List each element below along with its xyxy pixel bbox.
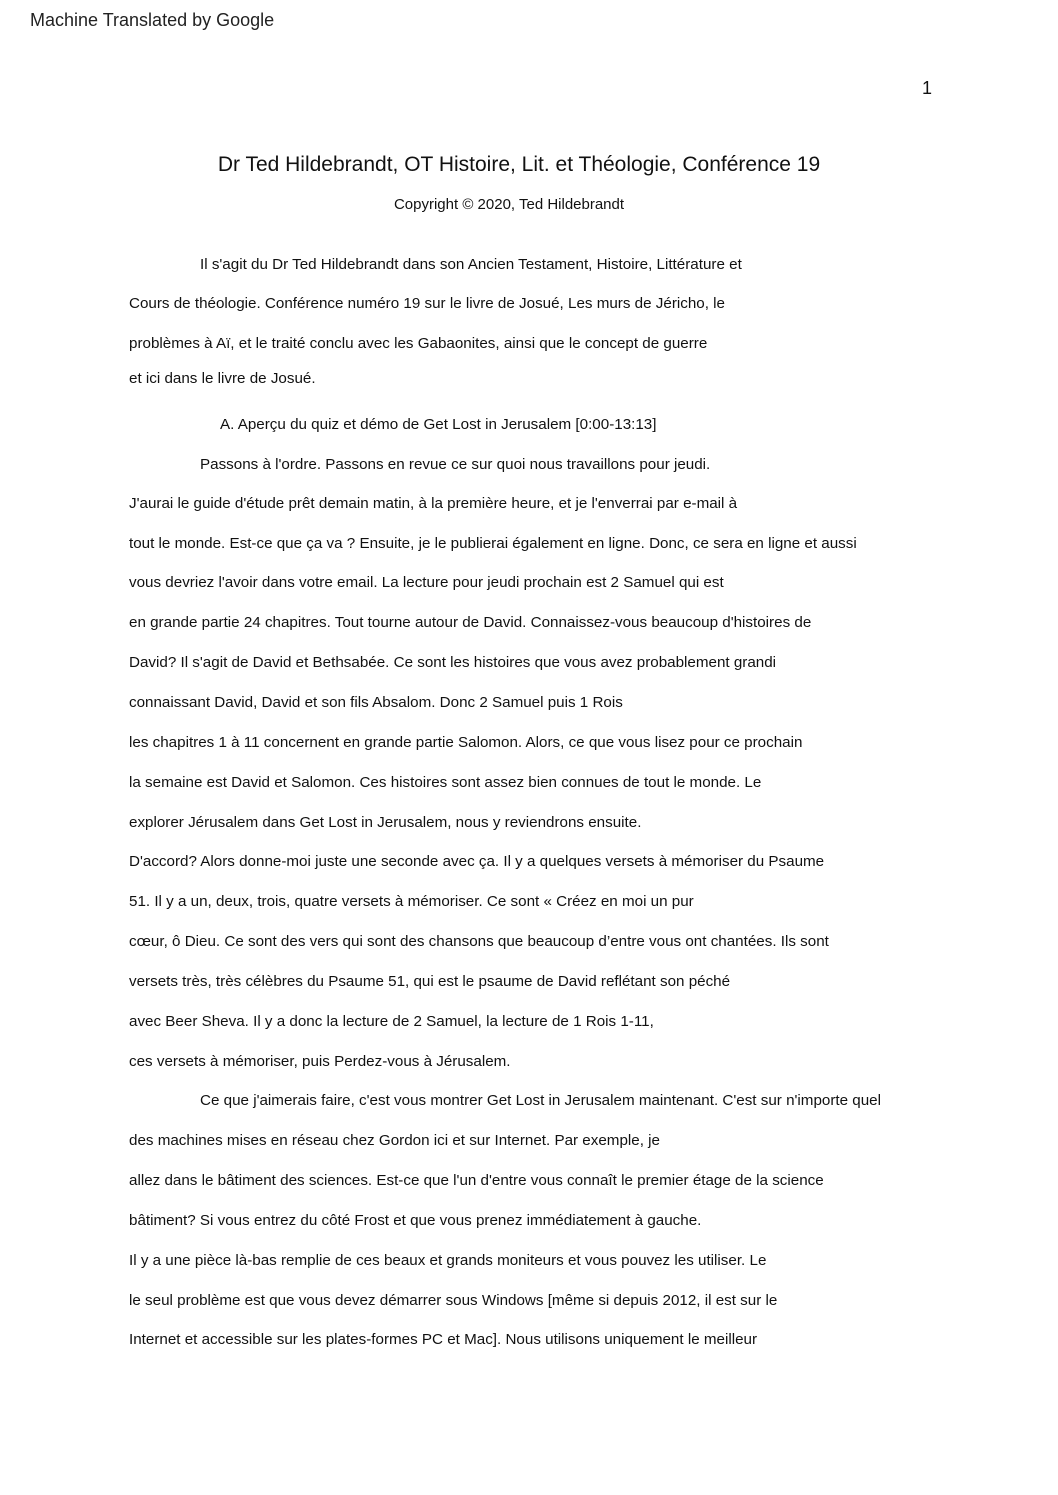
body-line: les chapitres 1 à 11 concernent en grande partie Salomon. Alors, ce que vous lisez pour ce prochain — [129, 734, 803, 751]
body-line: en grande partie 24 chapitres. Tout tourne autour de David. Connaissez-vous beaucoup d'histoires de — [129, 614, 812, 631]
body-line: Internet et accessible sur les plates-formes PC et Mac]. Nous utilisons uniquement le meilleur — [129, 1331, 758, 1348]
body-line: et ici dans le livre de Josué. — [129, 370, 316, 387]
body-line: D'accord? Alors donne-moi juste une seconde avec ça. Il y a quelques versets à mémoriser du Psaume — [129, 853, 825, 870]
body-line: la semaine est David et Salomon. Ces histoires sont assez bien connues de tout le monde. Le — [129, 774, 762, 791]
body-line: Passons à l'ordre. Passons en revue ce sur quoi nous travaillons pour jeudi. — [200, 456, 711, 473]
body-line: versets très, très célèbres du Psaume 51, qui est le psaume de David reflétant son péché — [129, 973, 731, 990]
body-line: bâtiment? Si vous entrez du côté Frost et que vous prenez immédiatement à gauche. — [129, 1212, 702, 1229]
body-line: connaissant David, David et son fils Absalom. Donc 2 Samuel puis 1 Rois — [129, 694, 623, 711]
body-line: Cours de théologie. Conférence numéro 19 sur le livre de Josué, Les murs de Jéricho, le — [129, 295, 726, 312]
body-line: ces versets à mémoriser, puis Perdez-vous à Jérusalem. — [129, 1053, 511, 1070]
copyright-line: Copyright © 2020, Ted Hildebrandt — [393, 196, 625, 213]
body-line: J'aurai le guide d'étude prêt demain matin, à la première heure, et je l'enverrai par e-mail à — [129, 495, 738, 512]
body-line: problèmes à Aï, et le traité conclu avec les Gabaonites, ainsi que le concept de guerre — [129, 335, 708, 352]
body-line: 51. Il y a un, deux, trois, quatre versets à mémoriser. Ce sont « Créez en moi un pur — [129, 893, 694, 910]
body-line: tout le monde. Est-ce que ça va ? Ensuite, je le publierai également en ligne. Donc, ce sera en ligne et aussi — [129, 535, 857, 552]
body-line: le seul problème est que vous devez démarrer sous Windows [même si depuis 2012, il est sur le — [129, 1292, 778, 1309]
body-line: explorer Jérusalem dans Get Lost in Jerusalem, nous y reviendrons ensuite. — [129, 814, 642, 831]
body-line: Ce que j'aimerais faire, c'est vous montrer Get Lost in Jerusalem maintenant. C'est sur n'importe quel — [200, 1092, 881, 1109]
document-title: Dr Ted Hildebrandt, OT Histoire, Lit. et Théologie, Conférence 19 — [217, 153, 821, 176]
body-line: des machines mises en réseau chez Gordon ici et sur Internet. Par exemple, je — [129, 1132, 660, 1149]
body-line: avec Beer Sheva. Il y a donc la lecture de 2 Samuel, la lecture de 1 Rois 1-11, — [129, 1013, 654, 1030]
body-line: Il s'agit du Dr Ted Hildebrandt dans son Ancien Testament, Histoire, Littérature et — [200, 256, 742, 273]
machine-translated-watermark: Machine Translated by Google — [30, 10, 275, 30]
body-line: vous devriez l'avoir dans votre email. La lecture pour jeudi prochain est 2 Samuel qui est — [129, 574, 724, 591]
section-heading: A. Aperçu du quiz et démo de Get Lost in Jerusalem [0:00-13:13] — [220, 416, 657, 433]
body-line: Il y a une pièce là-bas remplie de ces beaux et grands moniteurs et vous pouvez les utiliser. Le — [129, 1252, 767, 1269]
body-line: allez dans le bâtiment des sciences. Est-ce que l'un d'entre vous connaît le premier étage de la science — [129, 1172, 824, 1189]
body-line: cœur, ô Dieu. Ce sont des vers qui sont des chansons que beaucoup d’entre vous ont chantées. Ils sont — [129, 933, 829, 950]
body-line: David? Il s'agit de David et Bethsabée. Ce sont les histoires que vous avez probablement grandi — [129, 654, 777, 671]
page-number: 1 — [922, 78, 933, 98]
